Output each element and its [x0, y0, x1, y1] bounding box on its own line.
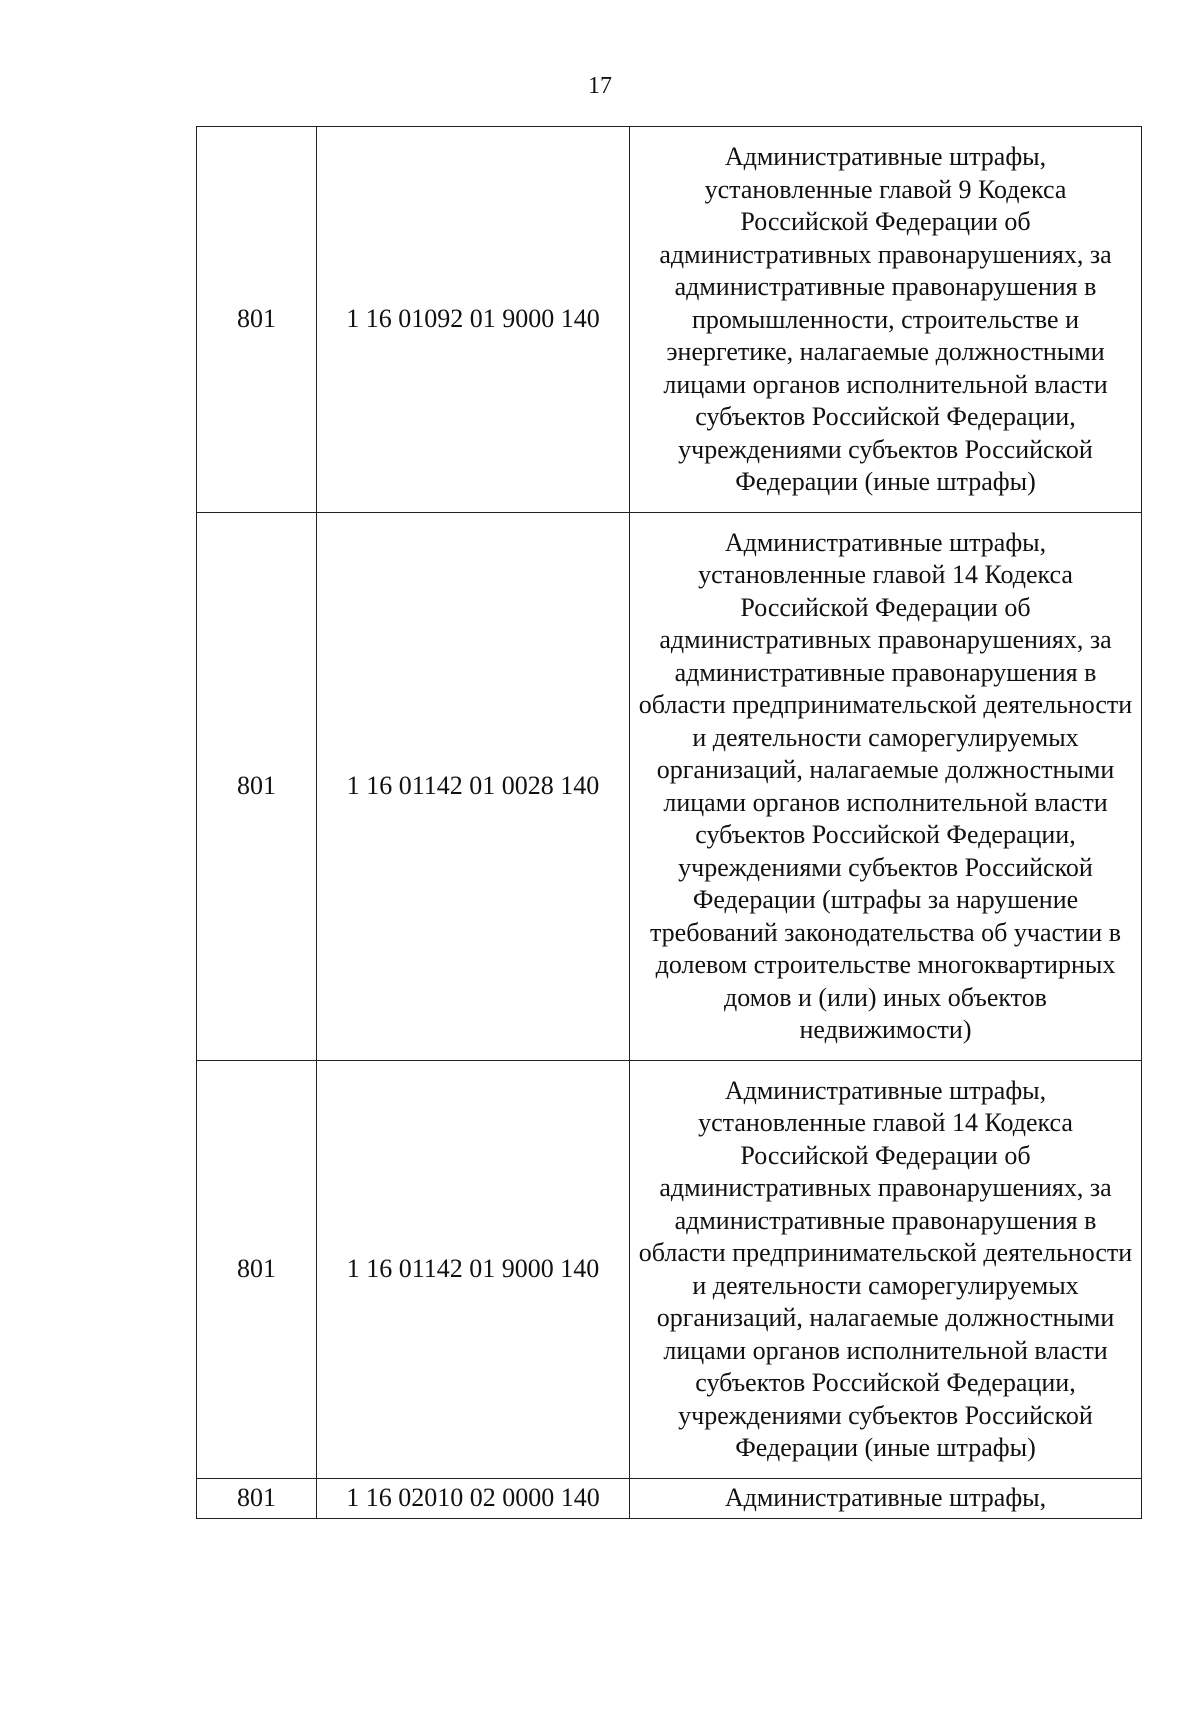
table-row — [197, 1478, 1142, 1519]
description-cell: Административные штрафы, — [630, 1478, 1142, 1519]
kbk-code-cell: 1 16 01092 01 9000 140 — [317, 127, 630, 513]
table-row — [197, 127, 1142, 513]
budget-classification-table — [196, 126, 1142, 1519]
admin-code-cell: 801 — [197, 1478, 317, 1519]
kbk-code-cell: 1 16 01142 01 0028 140 — [317, 512, 630, 1060]
admin-code-cell: 801 — [197, 1060, 317, 1478]
description-cell: Административные штрафы, установленные главой 14 Кодекса Российской Федерации об административных правонарушениях, за административные правонарушения в области предпринимательской деятельности и деятельности саморегулируемых организаций, налагаемые должностными лицами органов исполнительной власти субъектов Российской Федерации, учреждениями субъектов Российской Федерации (штрафы за нарушение требований законодательства об участии в долевом строительстве многоквартирных домов и (или) иных объектов недвижимости) — [630, 512, 1142, 1060]
kbk-code-cell: 1 16 02010 02 0000 140 — [317, 1478, 630, 1519]
admin-code-cell: 801 — [197, 512, 317, 1060]
kbk-code-cell: 1 16 01142 01 9000 140 — [317, 1060, 630, 1478]
admin-code-cell: 801 — [197, 127, 317, 513]
description-cell: Административные штрафы, установленные главой 9 Кодекса Российской Федерации об административных правонарушениях, за административные правонарушения в промышленности, строительстве и энергетике, налагаемые должностными лицами органов исполнительной власти субъектов Российской Федерации, учреждениями субъектов Российской Федерации (иные штрафы) — [630, 127, 1142, 513]
table-row — [197, 1060, 1142, 1478]
table-row — [197, 512, 1142, 1060]
page-number: 17 — [588, 73, 612, 99]
description-cell: Административные штрафы, установленные главой 14 Кодекса Российской Федерации об административных правонарушениях, за административные правонарушения в области предпринимательской деятельности и деятельности саморегулируемых организаций, налагаемые должностными лицами органов исполнительной власти субъектов Российской Федерации, учреждениями субъектов Российской Федерации (иные штрафы) — [630, 1060, 1142, 1478]
